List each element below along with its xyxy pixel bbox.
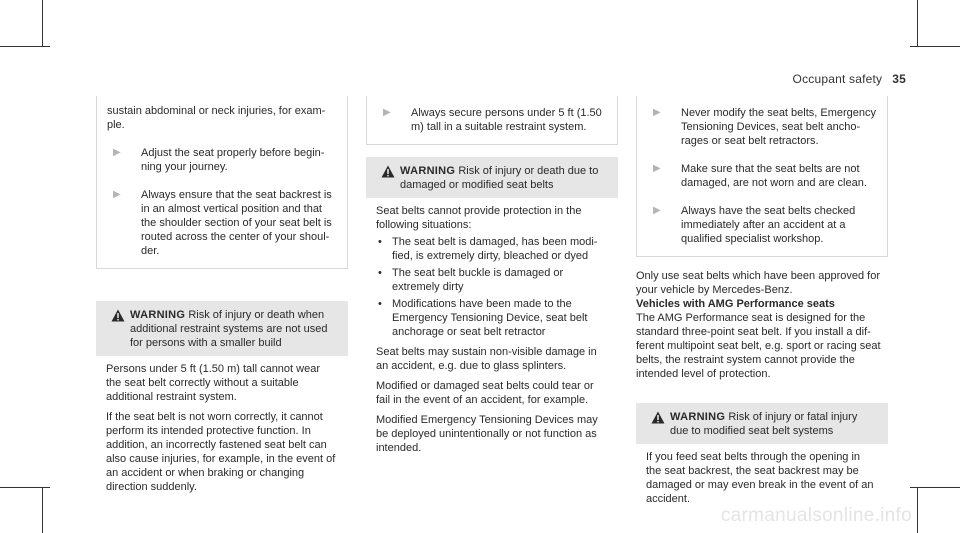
warning-label: WARNING <box>670 411 726 423</box>
column-1 <box>96 96 348 504</box>
warning-block <box>636 403 888 516</box>
instruction-box <box>636 96 888 257</box>
bullet-text: Modifications have been made to the Emergency Tensioning Device, seat belt anchorage or seat belt retractor <box>392 298 588 338</box>
warning-title: Risk of injury or fatal injury due to modified seat belt systems <box>670 411 858 437</box>
bullet-text: The seat belt buckle is damaged or extremely dirty <box>392 267 564 293</box>
warning-title: Risk of injury or death when additional restraint systems are not used for persons with a smaller build <box>130 309 328 349</box>
crop-mark <box>917 0 918 47</box>
instruction-box <box>366 96 618 145</box>
warning-paragraph: Modified or damaged seat belts could tear or fail in the event of an accident, for example. <box>376 380 594 406</box>
list-item <box>376 235 608 263</box>
section-title: Occupant safety <box>792 72 883 86</box>
warning-header <box>96 301 348 356</box>
list-item <box>376 266 608 294</box>
step-item <box>647 106 877 148</box>
arrow-icon: ▶ <box>653 163 661 174</box>
step-text: Adjust the seat properly before beginning your journey. <box>141 147 325 173</box>
column-2 <box>366 96 618 465</box>
warning-triangle-icon <box>646 410 670 438</box>
step-text: Always ensure that the seat backrest is in an almost vertical position and that the shoulder section of your seat belt is routed across the center of your shoulder. <box>141 189 332 257</box>
bullet-icon: • <box>378 298 382 310</box>
column-3 <box>636 96 888 516</box>
step-item <box>647 204 877 246</box>
step-item <box>377 106 607 134</box>
step-text: Make sure that the seat belts are not damaged, are not worn and are clean. <box>681 163 867 189</box>
page-header <box>793 72 906 86</box>
crop-mark <box>42 487 43 533</box>
arrow-icon: ▶ <box>653 107 661 118</box>
crop-mark <box>42 0 43 47</box>
page-number: 35 <box>892 72 906 86</box>
continuation-text: sustain abdominal or neck injuries, for example. <box>107 105 326 131</box>
warning-triangle-icon <box>376 164 400 192</box>
warning-paragraph: If you feed seat belts through the opening in the seat backrest, the seat backrest may be damaged or may even break in the event of an accident. <box>646 451 874 505</box>
warning-paragraph: If the seat belt is not worn correctly, it cannot perform its intended protective function. In addition, an incorrectly fastened seat belt can also cause injuries, for example, in the event of an accident or when braking or changing direction suddenly. <box>106 411 336 493</box>
bullet-text: The seat belt is damaged, has been modified, is extremely dirty, bleached or dyed <box>392 236 598 262</box>
warning-block <box>366 157 618 465</box>
warning-header <box>366 157 618 198</box>
bullet-icon: • <box>378 236 382 248</box>
step-text: Never modify the seat belts, Emergency Tensioning Devices, seat belt anchorages or seat belt retractors. <box>681 107 877 147</box>
warning-paragraph: Modified Emergency Tensioning Devices may be deployed unintentionally or not function as intended. <box>376 414 598 454</box>
step-item <box>107 188 337 258</box>
warning-intro: Seat belts cannot provide protection in the following situations: <box>376 205 582 231</box>
warning-body <box>366 198 618 465</box>
arrow-icon: ▶ <box>383 107 391 118</box>
watermark-logo: carmanualsonline.info <box>720 505 912 526</box>
arrow-icon: ▶ <box>653 205 661 216</box>
warning-block <box>96 301 348 504</box>
arrow-icon: ▶ <box>113 147 121 158</box>
warning-body <box>96 356 348 504</box>
step-item <box>647 162 877 190</box>
warning-triangle-icon <box>106 308 130 350</box>
warning-label: WARNING <box>130 309 186 321</box>
warning-paragraph: Seat belts may sustain non-visible damage in an accident, e.g. due to glass splinters. <box>376 346 597 372</box>
warning-header <box>636 403 888 444</box>
warning-title: Risk of injury or death due to damaged or modified seat belts <box>400 165 599 191</box>
section-heading: Vehicles with AMG Performance seats <box>636 298 835 310</box>
list-item <box>376 297 608 339</box>
step-text: Always secure persons under 5 ft (1.50 m) tall in a suitable restraint system. <box>411 107 602 133</box>
arrow-icon: ▶ <box>113 189 121 200</box>
warning-label: WARNING <box>400 165 456 177</box>
instruction-box <box>96 96 348 269</box>
step-text: Always have the seat belts checked immediately after an accident at a qualified specialist workshop. <box>681 205 856 245</box>
crop-mark <box>917 487 918 533</box>
step-item <box>107 146 337 174</box>
bullet-icon: • <box>378 267 382 279</box>
warning-paragraph: Persons under 5 ft (1.50 m) tall cannot wear the seat belt correctly without a suitable additional restraint system. <box>106 363 320 403</box>
body-text: The AMG Performance seat is designed for the standard three-point seat belt. If you install a different multipoint seat belt, e.g. sport or racing seat belts, the restraint system cannot provide the intended level of protection. <box>636 312 881 380</box>
note-text: Only use seat belts which have been approved for your vehicle by Mercedes-Benz. <box>636 270 880 296</box>
